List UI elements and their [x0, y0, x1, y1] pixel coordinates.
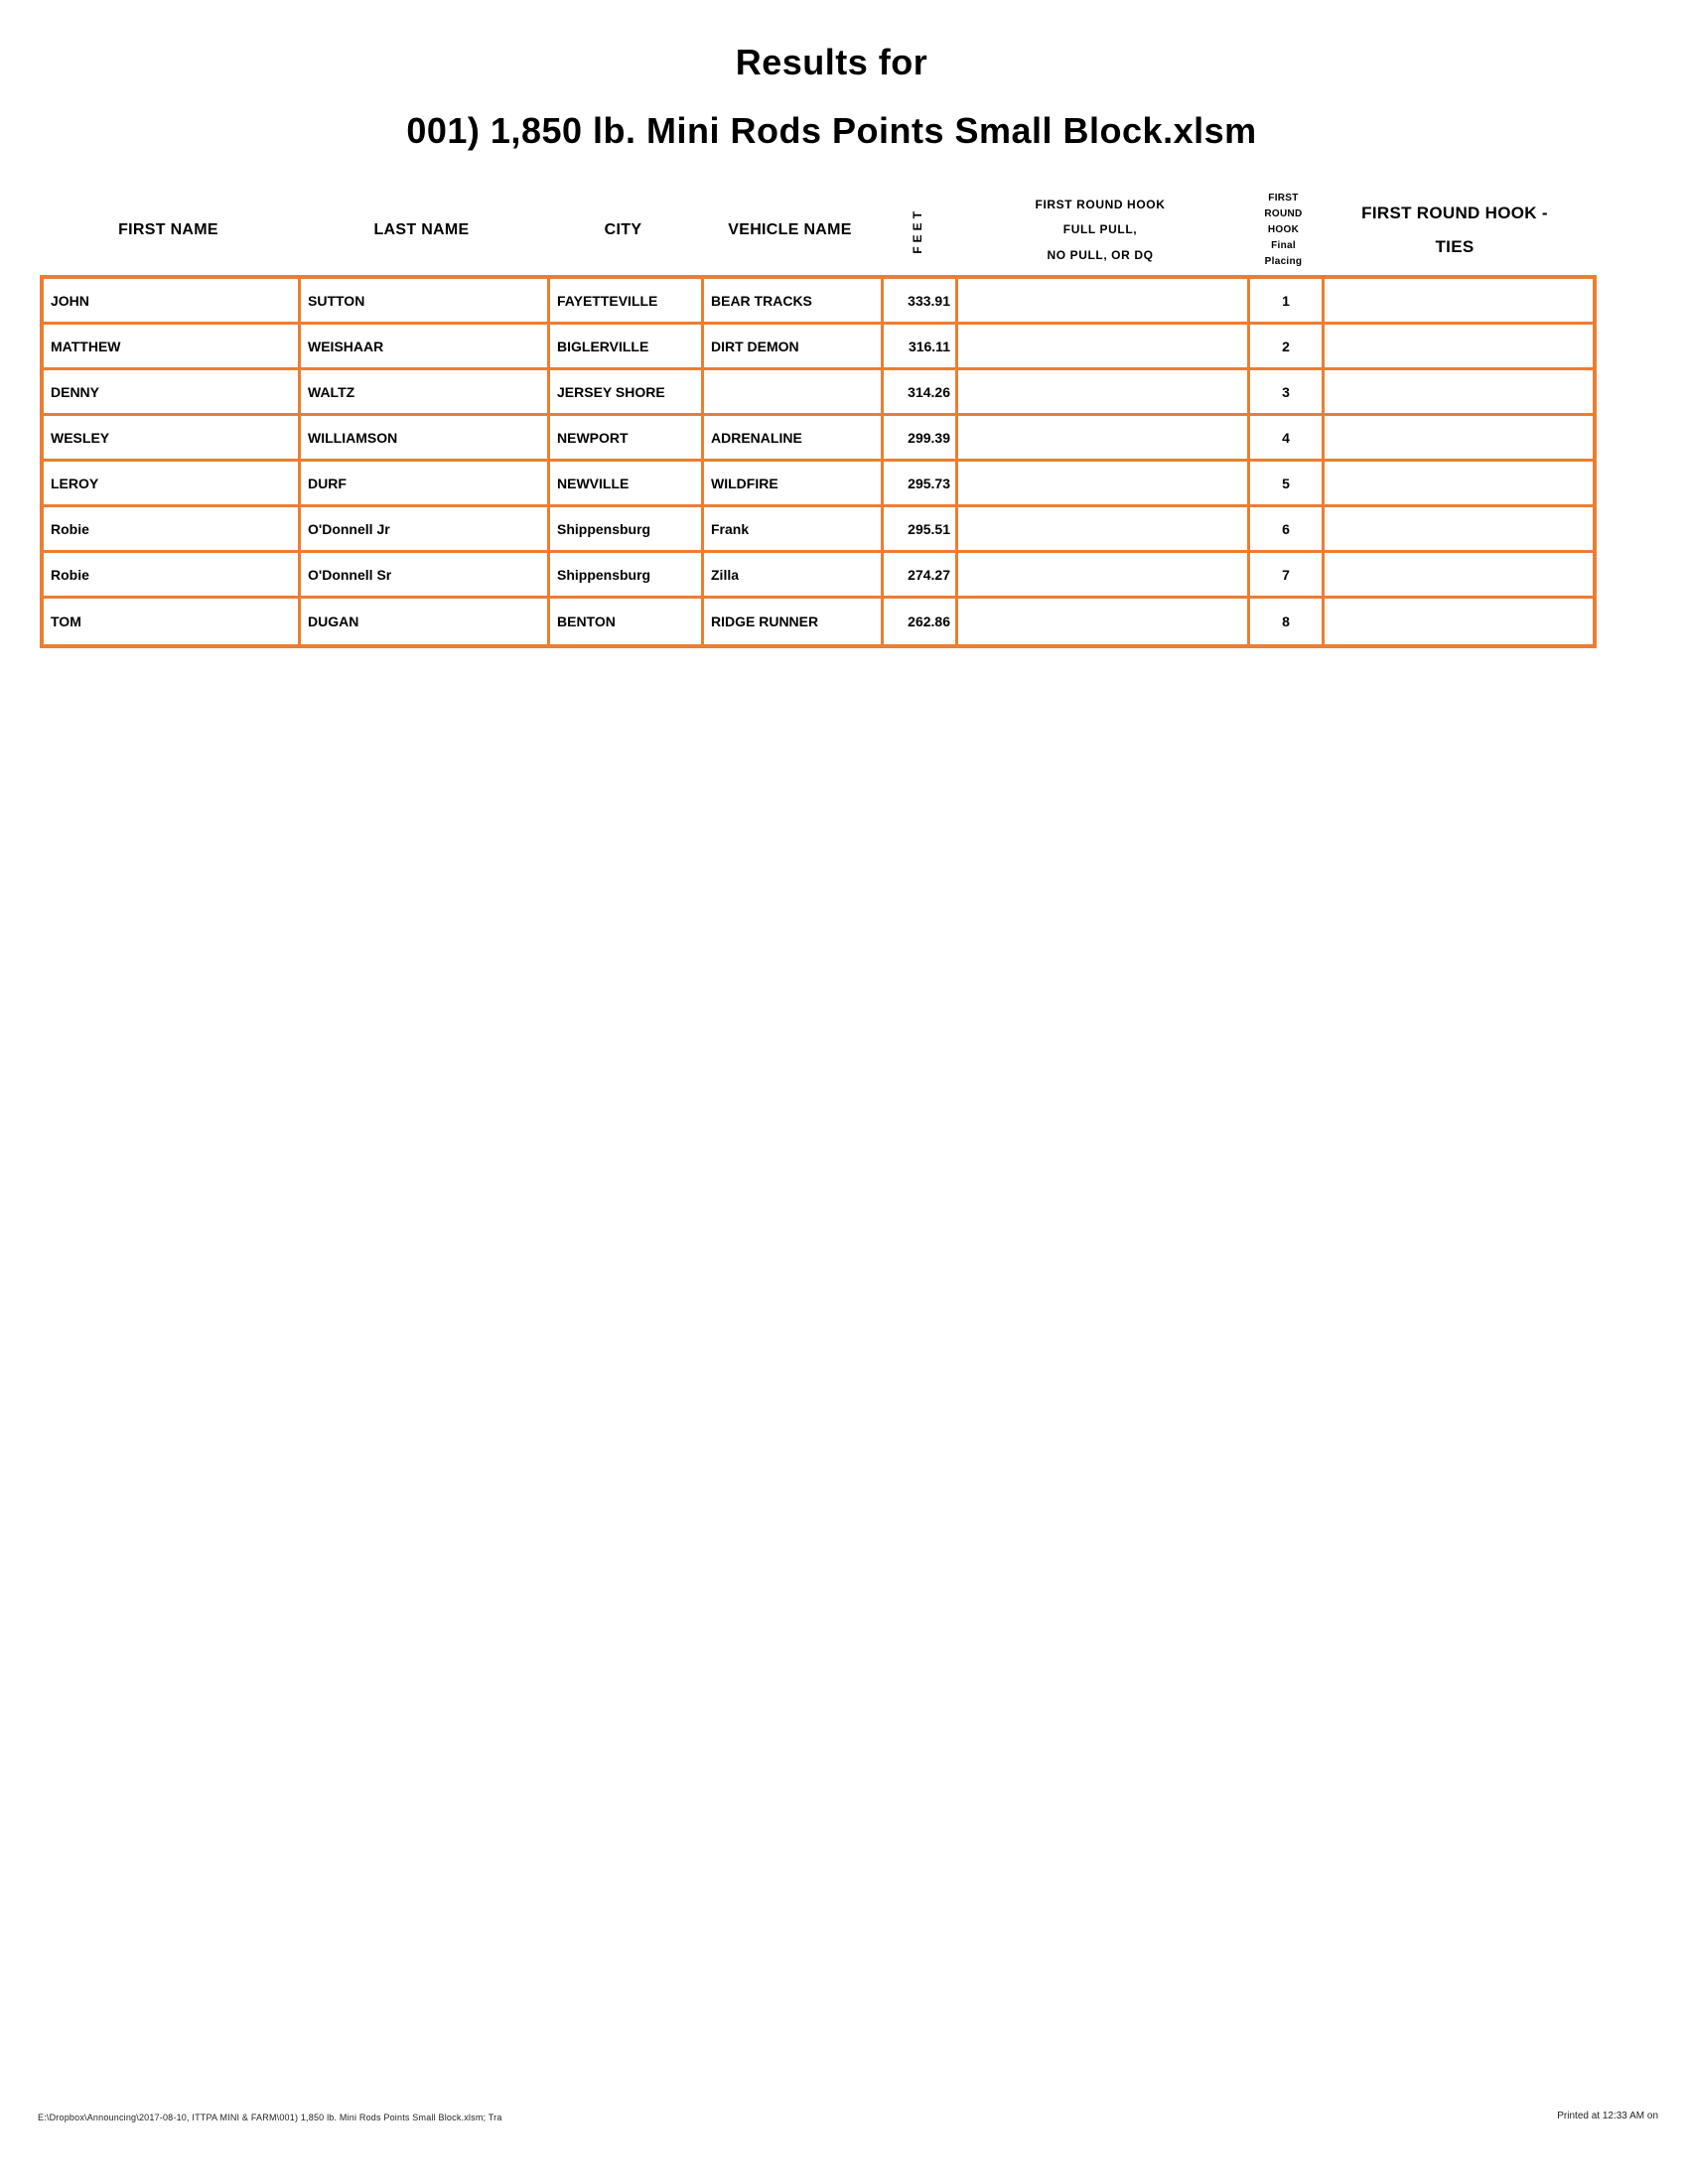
- header-vehicle-name: VEHICLE NAME: [728, 221, 852, 238]
- results-table: [40, 275, 1597, 648]
- cell-last-name: WILLIAMSON: [301, 416, 550, 462]
- cell-city: Shippensburg: [550, 553, 704, 599]
- cell-final-placing: 3: [1250, 370, 1325, 416]
- cell-first-name: WESLEY: [44, 416, 301, 462]
- cell-city: BIGLERVILLE: [550, 325, 704, 370]
- header-ties-line1: FIRST ROUND HOOK -: [1361, 204, 1548, 222]
- header-last-name: LAST NAME: [373, 221, 470, 238]
- cell-first-name: LEROY: [44, 462, 301, 507]
- header-feet-label: FEET: [910, 206, 924, 254]
- cell-last-name: DUGAN: [301, 599, 550, 644]
- header-placing-line4: Final: [1271, 240, 1296, 251]
- cell-vehicle-name: BEAR TRACKS: [704, 279, 884, 325]
- footer-printed-at: Printed at 12:33 AM on: [1557, 2111, 1658, 2121]
- header-placing-line3: HOOK: [1267, 224, 1300, 235]
- cell-vehicle-name: WILDFIRE: [704, 462, 884, 507]
- cell-ties: [1325, 462, 1593, 507]
- cell-hook-result: [958, 553, 1250, 599]
- cell-city: JERSEY SHORE: [550, 370, 704, 416]
- header-placing-line1: FIRST: [1268, 193, 1299, 204]
- cell-final-placing: 7: [1250, 553, 1325, 599]
- cell-ties: [1325, 416, 1593, 462]
- cell-first-name: JOHN: [44, 279, 301, 325]
- header-hook-result-line2: FULL PULL,: [1062, 222, 1138, 237]
- cell-ties: [1325, 279, 1593, 325]
- cell-feet: 314.26: [884, 370, 958, 416]
- cell-ties: [1325, 553, 1593, 599]
- cell-ties: [1325, 370, 1593, 416]
- cell-final-placing: 8: [1250, 599, 1325, 644]
- header-feet: [880, 187, 954, 274]
- cell-hook-result: [958, 416, 1250, 462]
- cell-vehicle-name: DIRT DEMON: [704, 325, 884, 370]
- cell-hook-result: [958, 507, 1250, 553]
- report-title: [40, 42, 1623, 152]
- header-placing-line5: Placing: [1264, 256, 1303, 267]
- cell-ties: [1325, 507, 1593, 553]
- cell-hook-result: [958, 325, 1250, 370]
- header-first-round-hook-ties: [1321, 197, 1589, 264]
- cell-last-name: O'Donnell Sr: [301, 553, 550, 599]
- cell-city: NEWVILLE: [550, 462, 704, 507]
- cell-hook-result: [958, 599, 1250, 644]
- header-placing-line2: ROUND: [1264, 208, 1303, 219]
- header-first-name: FIRST NAME: [118, 221, 218, 238]
- cell-first-name: TOM: [44, 599, 301, 644]
- cell-hook-result: [958, 279, 1250, 325]
- cell-feet: 295.73: [884, 462, 958, 507]
- cell-vehicle-name: RIDGE RUNNER: [704, 599, 884, 644]
- cell-ties: [1325, 599, 1593, 644]
- header-first-round-hook-result: [954, 193, 1246, 268]
- table-header-row: [40, 187, 1589, 274]
- cell-vehicle-name: Frank: [704, 507, 884, 553]
- cell-last-name: WALTZ: [301, 370, 550, 416]
- cell-final-placing: 5: [1250, 462, 1325, 507]
- header-ties-line2: TIES: [1435, 237, 1475, 256]
- cell-feet: 295.51: [884, 507, 958, 553]
- cell-city: BENTON: [550, 599, 704, 644]
- report-title-line2: 001) 1,850 lb. Mini Rods Points Small Block.xlsm: [406, 110, 1257, 152]
- cell-last-name: O'Donnell Jr: [301, 507, 550, 553]
- cell-feet: 262.86: [884, 599, 958, 644]
- cell-final-placing: 2: [1250, 325, 1325, 370]
- cell-feet: 333.91: [884, 279, 958, 325]
- footer-file-path: E:\Dropbox\Announcing\2017-08-10, ITTPA MINI & FARM\001) 1,850 lb. Mini Rods Points Small Block.xlsm; Tra: [38, 2113, 502, 2122]
- cell-final-placing: 1: [1250, 279, 1325, 325]
- cell-vehicle-name: Zilla: [704, 553, 884, 599]
- cell-hook-result: [958, 462, 1250, 507]
- report-title-line1: Results for: [735, 42, 928, 82]
- cell-city: NEWPORT: [550, 416, 704, 462]
- header-hook-result-line3: NO PULL, OR DQ: [1047, 247, 1154, 262]
- cell-feet: 274.27: [884, 553, 958, 599]
- cell-vehicle-name: ADRENALINE: [704, 416, 884, 462]
- cell-final-placing: 6: [1250, 507, 1325, 553]
- cell-first-name: DENNY: [44, 370, 301, 416]
- cell-city: Shippensburg: [550, 507, 704, 553]
- header-final-placing: [1246, 191, 1321, 270]
- cell-last-name: DURF: [301, 462, 550, 507]
- cell-last-name: SUTTON: [301, 279, 550, 325]
- cell-first-name: MATTHEW: [44, 325, 301, 370]
- cell-hook-result: [958, 370, 1250, 416]
- cell-first-name: Robie: [44, 507, 301, 553]
- cell-feet: 316.11: [884, 325, 958, 370]
- cell-feet: 299.39: [884, 416, 958, 462]
- cell-first-name: Robie: [44, 553, 301, 599]
- cell-ties: [1325, 325, 1593, 370]
- cell-vehicle-name: [704, 370, 884, 416]
- cell-final-placing: 4: [1250, 416, 1325, 462]
- header-city: CITY: [604, 221, 642, 238]
- header-hook-result-line1: FIRST ROUND HOOK: [1035, 198, 1166, 212]
- cell-last-name: WEISHAAR: [301, 325, 550, 370]
- cell-city: FAYETTEVILLE: [550, 279, 704, 325]
